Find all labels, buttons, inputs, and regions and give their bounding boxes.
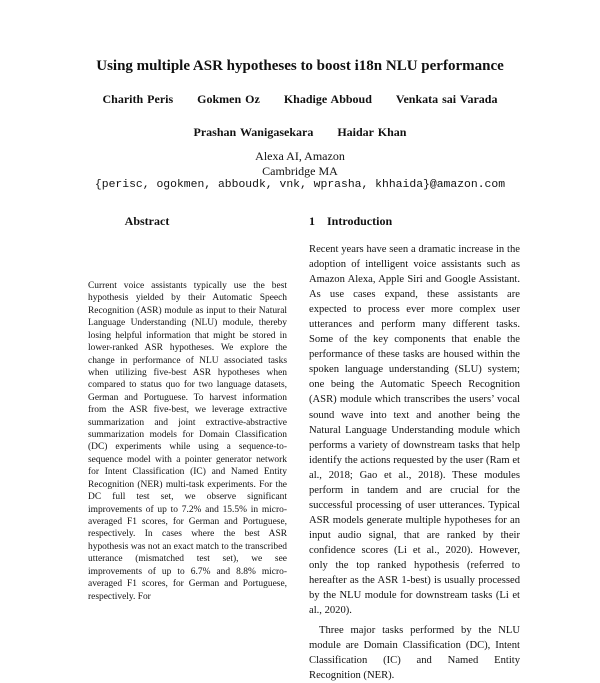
author-name: Charith Peris xyxy=(102,92,174,106)
introduction-body xyxy=(309,242,520,683)
author-name: Gokmen Oz xyxy=(197,92,260,106)
author-emails: {perisc, ogokmen, abboudk, vnk, wprasha, khhaida}@amazon.com xyxy=(94,179,506,191)
abstract-body: Current voice assistants typically use the best hypothesis yielded by their Automatic Speech Recognition (ASR) module as input to their Natural Language Understanding (NLU) module, thereby losing helpful information that might be stored in lower-ranked ASR hypotheses. We explore the change in performance of NLU associated tasks when utilizing five-best ASR hypotheses when compared to status quo for two language datasets, German and Portuguese. To harvest information from the ASR five-best, we leverage extractive summarization and joint extractive-abstractive summarization models for Domain Classification (DC) experiments while using a sequence-to-sequence model with a pointer generator network for Intent Classification (IC) and Named Entity Recognition (NER) multi-task experiments. For the DC full test set, we observe significant improvements of up to 7.2% and 15.5% in micro-averaged F1 scores, for German and Portuguese, respectively. In cases where the best ASR hypothesis was not an exact match to the transcribed utterance (mismatched test set), we see improvements of up to 6.7% and 8.8% micro-averaged F1 scores, for German and Portuguese, respectively. For xyxy=(88,281,287,602)
paper-title: Using multiple ASR hypotheses to boost i18n NLU performance xyxy=(96,58,504,74)
section-number: 1 xyxy=(309,214,315,228)
introduction-heading xyxy=(309,214,392,229)
author-list-row-1 xyxy=(0,92,600,107)
author-name: Khadige Abboud xyxy=(283,92,372,106)
affiliation-organization: Alexa AI, Amazon xyxy=(255,149,345,163)
author-name: Venkata sai Varada xyxy=(395,92,498,106)
paragraph: Recent years have seen a dramatic increase in the adoption of intelligent voice assistants such as Amazon Alexa, Apple Siri and Google Assistant. As use cases expand, these assistants are expected to process ever more complex user utterances and perform many different tasks. Some of the key components that enable the performance of these tasks are housed within the spoken language understanding (SLU) system; one being the Automatic Speech Recognition (ASR) module which transcribes the users’ vocal sound wave into text and another being the Natural Language Understanding module which performs a variety of downstream tasks that help identify the actions requested by the user (Ram et al., 2018; Gao et al., 2018). These modules perform in tandem and are crucial for the successful processing of user utterances. Typical ASR models generate multiple hypotheses for an input audio signal, that are ranked by their confidence scores (Li et al., 2020). However, only the top ranked hypothesis (referred to hereafter as the ASR 1-best) is usually processed by the NLU module for downstream tasks (Li et al., 2020). xyxy=(309,244,520,617)
author-name: Haidar Khan xyxy=(337,125,407,139)
author-name: Prashan Wanigasekara xyxy=(193,125,314,139)
author-list-row-2 xyxy=(0,125,600,140)
section-title: Introduction xyxy=(327,214,393,228)
abstract-heading: Abstract xyxy=(124,214,170,228)
affiliation-location: Cambridge MA xyxy=(262,164,338,178)
paragraph: Three major tasks performed by the NLU module are Domain Classification (DC), Intent Classification (IC) and Named Entity Recognition (NER). xyxy=(309,625,520,682)
